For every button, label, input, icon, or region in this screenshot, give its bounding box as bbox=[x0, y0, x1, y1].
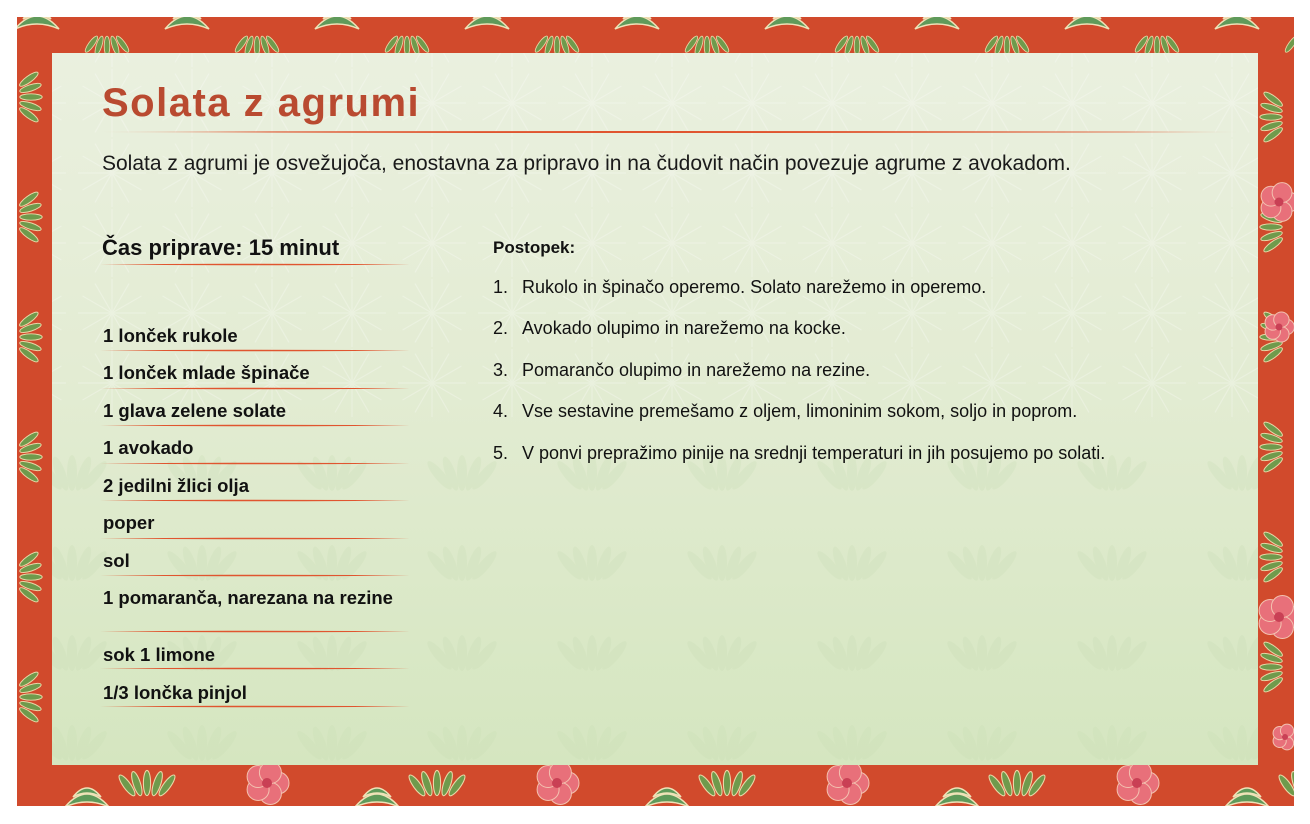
step-number: 4. bbox=[493, 401, 509, 421]
leaf-icon bbox=[18, 430, 42, 484]
pine-icon bbox=[17, 17, 59, 29]
leaf-icon bbox=[1260, 420, 1284, 474]
step-item bbox=[493, 401, 1077, 422]
step-number: 2. bbox=[493, 318, 509, 338]
ingredient-divider bbox=[100, 537, 410, 540]
ingredient-divider bbox=[100, 499, 410, 502]
pine-icon bbox=[1065, 17, 1109, 29]
pine-icon bbox=[355, 788, 399, 806]
ingredient-item: 1 avokado bbox=[103, 437, 194, 458]
recipe-card bbox=[52, 53, 1258, 765]
ingredient-divider bbox=[100, 630, 410, 633]
leaf-icon bbox=[18, 550, 42, 604]
blossom-icon bbox=[827, 762, 869, 805]
ingredient-item: 1 lonček rukole bbox=[103, 325, 238, 346]
step-text: Rukolo in špinačo operemo. Solato narežemo in operemo. bbox=[522, 277, 987, 297]
leaf-icon bbox=[407, 770, 468, 797]
blossom-icon bbox=[1259, 596, 1294, 639]
step-item bbox=[493, 443, 1105, 464]
step-text: Vse sestavine premešamo z oljem, limoninim sokom, soljo in poprom. bbox=[522, 401, 1078, 421]
pine-icon bbox=[765, 17, 809, 29]
blossom-icon bbox=[247, 762, 289, 805]
ingredient-divider bbox=[100, 462, 410, 465]
step-number: 5. bbox=[493, 443, 509, 463]
pine-icon bbox=[315, 17, 359, 29]
blossom-icon bbox=[537, 762, 579, 805]
leaf-icon bbox=[18, 190, 42, 244]
leaf-icon bbox=[1260, 640, 1284, 694]
ingredient-item: 2 jedilni žlici olja bbox=[103, 475, 249, 496]
step-item bbox=[493, 360, 870, 381]
ingredient-divider bbox=[100, 574, 410, 577]
leaf-icon bbox=[987, 770, 1048, 797]
pine-icon bbox=[645, 788, 689, 806]
ingredient-item: poper bbox=[103, 512, 155, 533]
ingredient-item: sol bbox=[103, 550, 130, 571]
step-number: 3. bbox=[493, 360, 509, 380]
step-text: Pomarančo olupimo in narežemo na rezine. bbox=[522, 360, 871, 380]
leaf-icon bbox=[18, 310, 42, 364]
ingredient-item: 1 pomaranča, narezana na rezine bbox=[103, 587, 393, 608]
leaf-icon bbox=[1283, 35, 1294, 56]
pine-icon bbox=[915, 17, 959, 29]
leaf-icon bbox=[18, 670, 42, 724]
blossom-icon bbox=[1117, 762, 1159, 805]
prep-time-divider bbox=[100, 263, 410, 266]
ingredient-item: sok 1 limone bbox=[103, 644, 216, 665]
ingredient-divider bbox=[100, 705, 410, 708]
pine-icon bbox=[1215, 17, 1259, 29]
pine-icon bbox=[935, 788, 979, 806]
blossom-icon bbox=[1273, 724, 1294, 750]
leaf-icon bbox=[117, 770, 178, 797]
ingredient-item: 1 glava zelene solate bbox=[103, 400, 287, 421]
ingredient-divider bbox=[100, 349, 410, 352]
leaf-icon bbox=[1277, 770, 1294, 797]
pine-icon bbox=[65, 788, 109, 806]
decorative-frame bbox=[17, 17, 1294, 806]
step-item bbox=[493, 277, 986, 298]
leaf-icon bbox=[1260, 90, 1284, 144]
ingredient-item: 1/3 lončka pinjol bbox=[103, 682, 247, 703]
prep-time: Čas priprave: 15 minut bbox=[102, 235, 340, 260]
leaf-icon bbox=[697, 770, 758, 797]
recipe-title: Solata z agrumi bbox=[102, 81, 421, 125]
leaf-icon bbox=[1260, 530, 1284, 584]
ingredient-divider bbox=[100, 667, 410, 670]
recipe-intro: Solata z agrumi je osvežujoča, enostavna za pripravo in na čudovit način povezuje agrume z avokadom. bbox=[102, 152, 1071, 175]
step-text: V ponvi prepražimo pinije na srednji temperaturi in jih posujemo po solati. bbox=[522, 443, 1106, 463]
pine-icon bbox=[1225, 788, 1269, 806]
ingredient-divider bbox=[100, 387, 410, 390]
ingredient-divider bbox=[100, 424, 410, 427]
blossom-icon bbox=[1261, 183, 1294, 222]
ingredient-item: 1 lonček mlade špinače bbox=[103, 362, 310, 383]
pine-icon bbox=[615, 17, 659, 29]
pine-icon bbox=[165, 17, 209, 29]
step-number: 1. bbox=[493, 277, 509, 297]
steps-heading: Postopek: bbox=[493, 238, 576, 257]
blossom-icon bbox=[1265, 312, 1294, 342]
pine-icon bbox=[465, 17, 509, 29]
title-divider bbox=[100, 130, 1240, 134]
step-item bbox=[493, 318, 846, 339]
leaf-icon bbox=[18, 70, 42, 124]
step-text: Avokado olupimo in narežemo na kocke. bbox=[522, 318, 846, 338]
